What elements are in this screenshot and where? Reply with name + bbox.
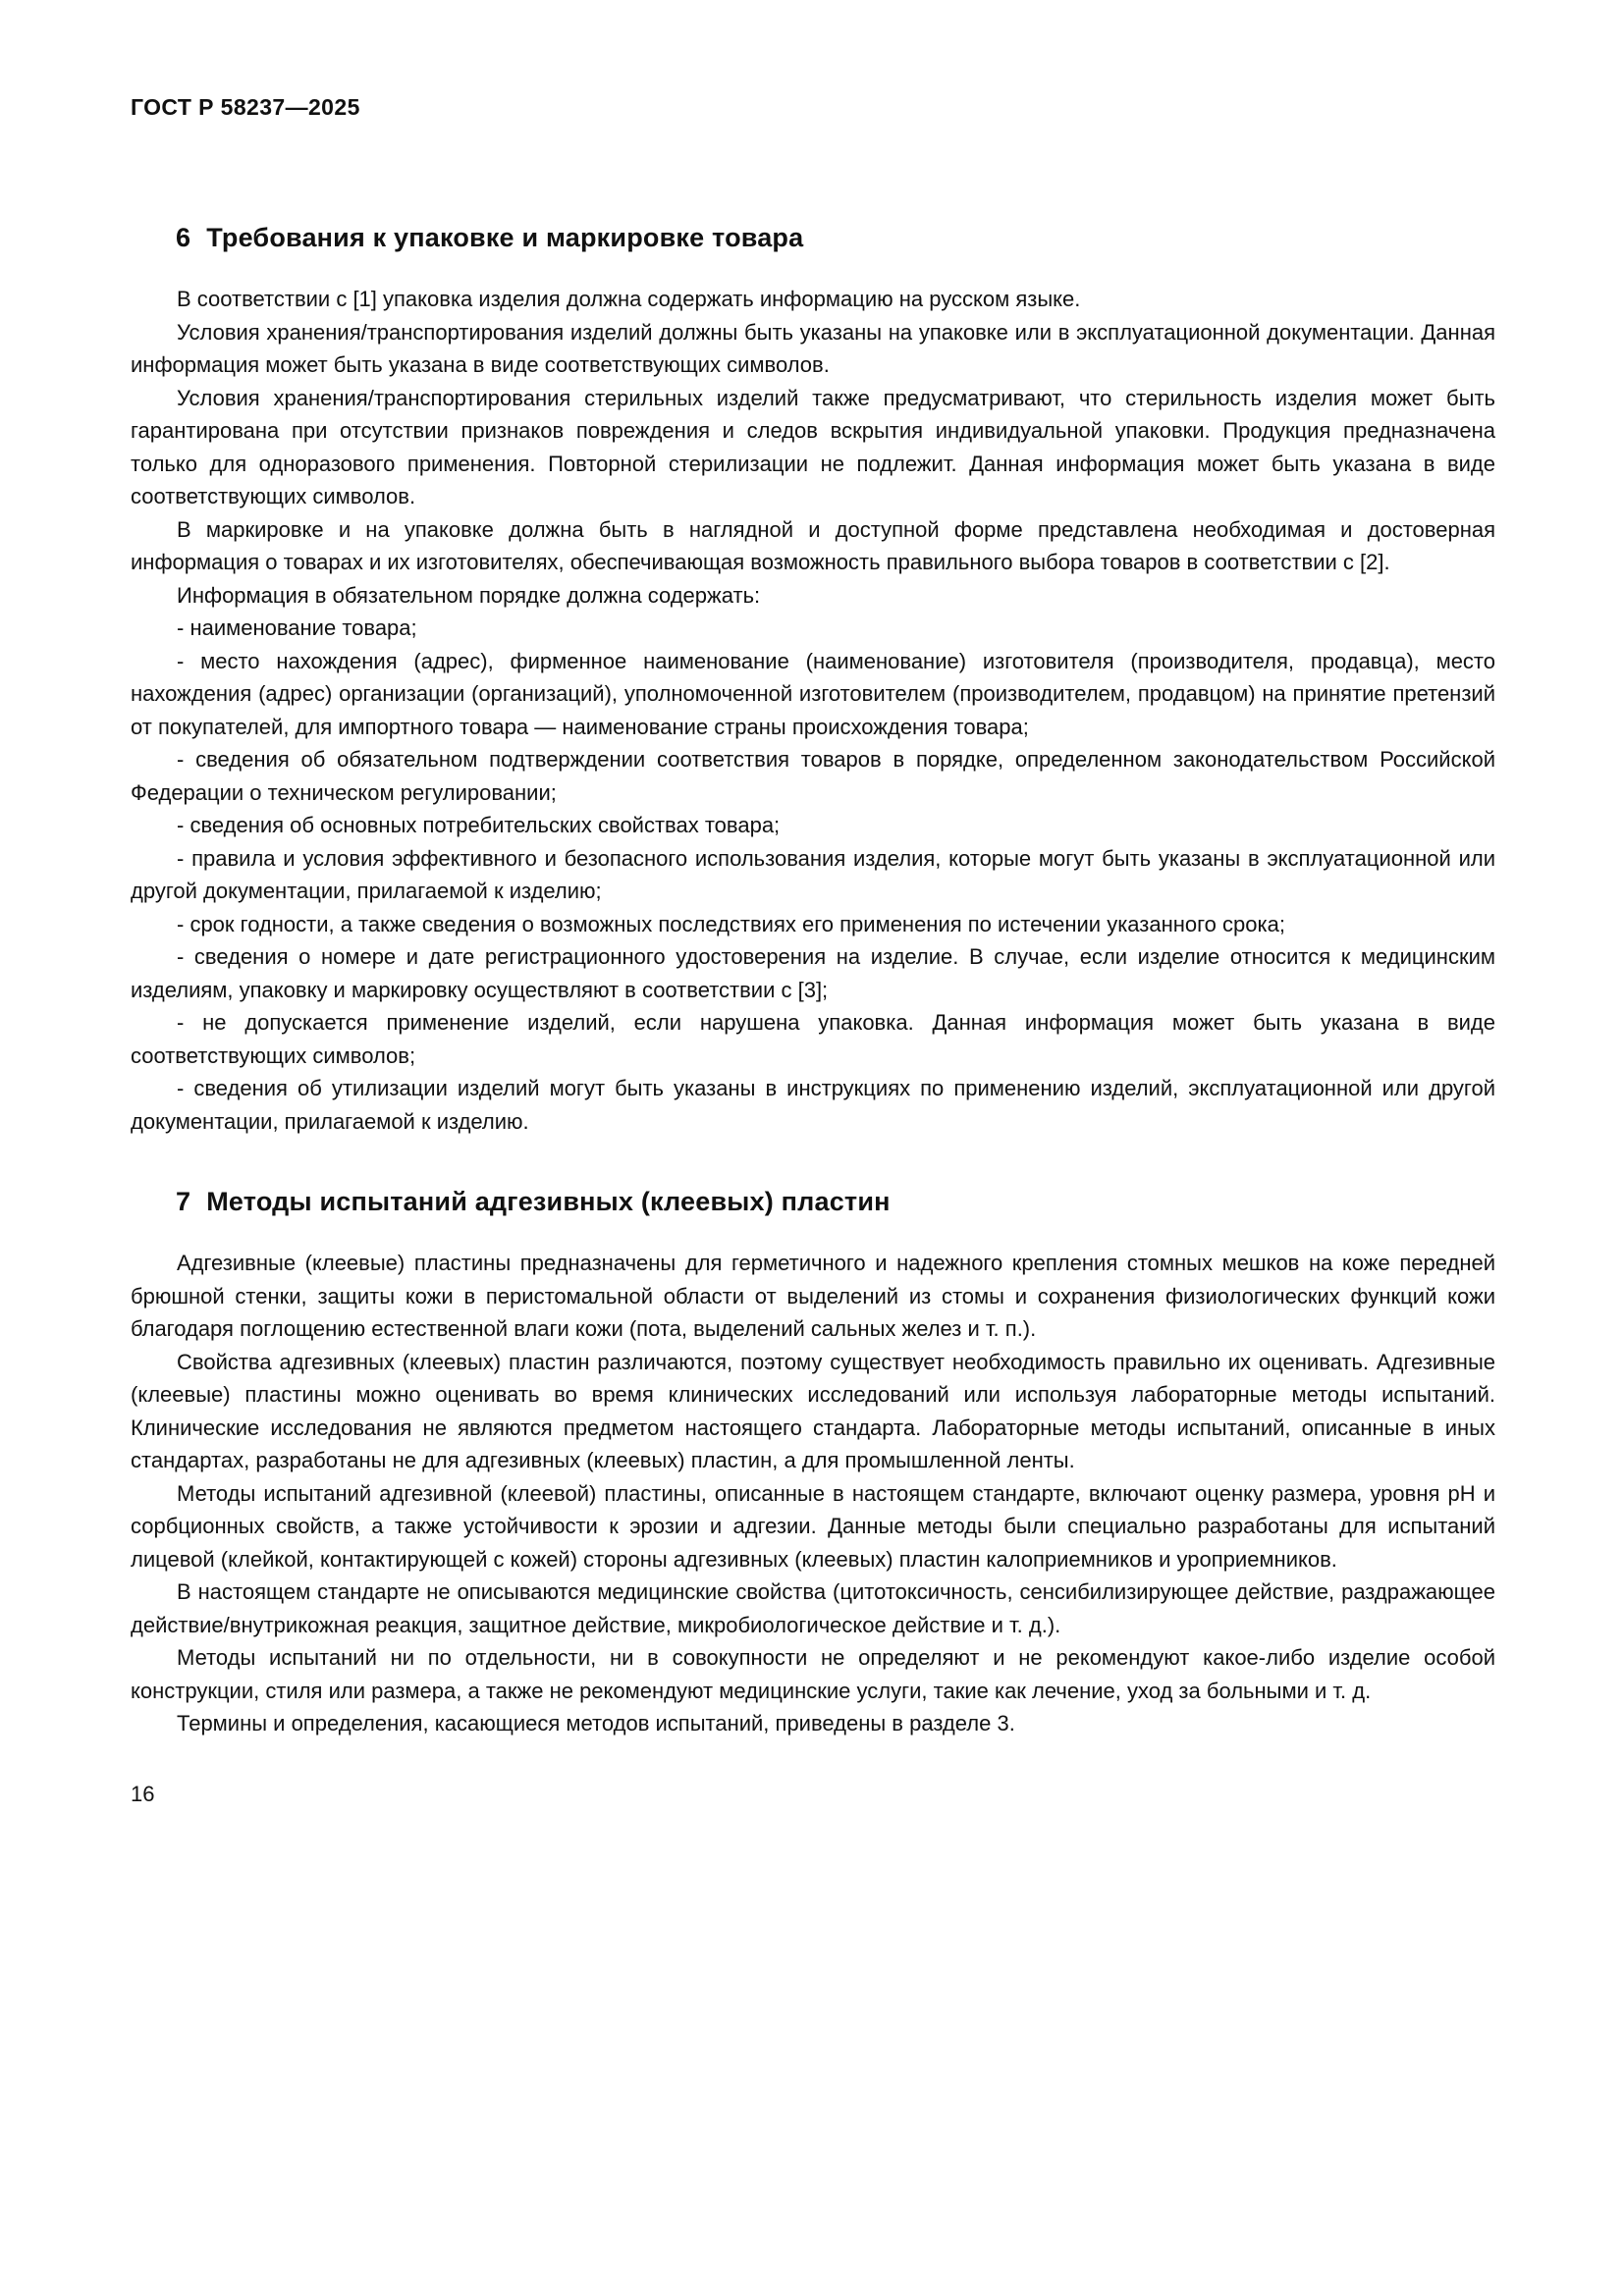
- section-6-number: 6: [176, 223, 191, 252]
- section-6-title: Требования к упаковке и маркировке товара: [206, 223, 804, 252]
- section-7-title: Методы испытаний адгезивных (клеевых) пластин: [206, 1187, 891, 1216]
- paragraph: Информация в обязательном порядке должна содержать:: [177, 582, 761, 608]
- paragraph: Методы испытаний ни по отдельности, ни в совокупности не определяют и не рекомендуют какое-либо изделие особой конструкции, стиля или размера, а также не рекомендуют медицинские услуги, такие как лечение, уход за больными и т. д.: [131, 1645, 1495, 1703]
- paragraph: Условия хранения/транспортирования стерильных изделий также предусматривают, что стерильность изделия может быть гарантирована при отсутствии признаков повреждения и следов вскрытия индивидуальной упаковки. Продукция предназначена только для одноразового применения. Повторной стерилизации не подлежит. Данная информация может быть указана в виде соответствующих символов.: [131, 385, 1495, 508]
- page-content: [131, 94, 1495, 1807]
- paragraph: Методы испытаний адгезивной (клеевой) пластины, описанные в настоящем стандарте, включают оценку размера, уровня pH и сорбционных свойств, а также устойчивости к эрозии и адгезии. Данные методы были специально разработаны для испытаний лицевой (клейкой, контактирующей с кожей) стороны адгезивных (клеевых) пластин калоприемников и уроприемников.: [131, 1480, 1495, 1572]
- list-item-paragraph: - срок годности, а также сведения о возможных последствиях его применения по истечении указанного срока;: [177, 911, 1285, 936]
- section-6-heading: [176, 223, 1495, 253]
- list-item-paragraph: - сведения об основных потребительских свойствах товара;: [177, 813, 781, 837]
- paragraph: В настоящем стандарте не описываются медицинские свойства (цитотоксичность, сенсибилизирующее действие, раздражающее действие/внутрикожная реакция, защитное действие, микробиологическое действие и т. д.).: [131, 1579, 1495, 1637]
- paragraph: В маркировке и на упаковке должна быть в наглядной и доступной форме представлена необходимая и достоверная информация о товарах и их изготовителях, обеспечивающая возможность правильного выбора товаров в соответствии с [2].: [131, 516, 1495, 574]
- paragraph: Условия хранения/транспортирования изделий должны быть указаны на упаковке или в эксплуатационной документации. Данная информация может быть указана в виде соответствующих символов.: [131, 319, 1495, 377]
- list-item-paragraph: - сведения об обязательном подтверждении соответствия товаров в порядке, определенном законодательством Российской Федерации о техническом регулировании;: [131, 747, 1495, 805]
- paragraph: Свойства адгезивных (клеевых) пластин различаются, поэтому существует необходимость правильно их оценивать. Адгезивные (клеевые) пластины можно оценивать во время клинических исследований или используя лабораторные методы испытаний. Клинические исследования не являются предметом настоящего стандарта. Лабораторные методы испытаний, описанные в иных стандартах, разработаны не для адгезивных (клеевых) пластин, а для промышленной ленты.: [131, 1349, 1495, 1472]
- list-item-paragraph: - наименование товара;: [177, 615, 417, 640]
- paragraph: В соответствии с [1] упаковка изделия должна содержать информацию на русском языке.: [177, 287, 1081, 311]
- list-item-paragraph: - место нахождения (адрес), фирменное наименование (наименование) изготовителя (производителя, продавца), место нахождения (адрес) организации (организаций), уполномоченной изготовителем (производителем, продавцом) на принятие претензий от покупателей, для импортного товара — наименование страны происхождения товара;: [131, 648, 1495, 739]
- list-item-paragraph: - не допускается применение изделий, если нарушена упаковка. Данная информация может быть указана в виде соответствующих символов;: [131, 1010, 1495, 1068]
- list-item-paragraph: - сведения о номере и дате регистрационного удостоверения на изделие. В случае, если изделие относится к медицинским изделиям, упаковку и маркировку осуществляют в соответствии с [3];: [131, 944, 1495, 1002]
- standard-code: ГОСТ Р 58237—2025: [131, 94, 360, 120]
- list-item-paragraph: - правила и условия эффективного и безопасного использования изделия, которые могут быть указаны в эксплуатационной или другой документации, прилагаемой к изделию;: [131, 845, 1495, 903]
- section-7-number: 7: [176, 1187, 191, 1216]
- paragraph: Термины и определения, касающиеся методов испытаний, приведены в разделе 3.: [177, 1711, 1015, 1735]
- list-item-paragraph: - сведения об утилизации изделий могут быть указаны в инструкциях по применению изделий, эксплуатационной или другой документации, прилагаемой к изделию.: [131, 1076, 1495, 1134]
- paragraph: Адгезивные (клеевые) пластины предназначены для герметичного и надежного крепления стомных мешков на коже передней брюшной стенки, защиты кожи в перистомальной области от выделений из стомы и сохранения физиологических функций кожи благодаря поглощению естественной влаги кожи (пота, выделений сальных желез и т. п.).: [131, 1251, 1495, 1341]
- section-7-heading: [176, 1187, 1495, 1217]
- page-number: 16: [131, 1781, 155, 1806]
